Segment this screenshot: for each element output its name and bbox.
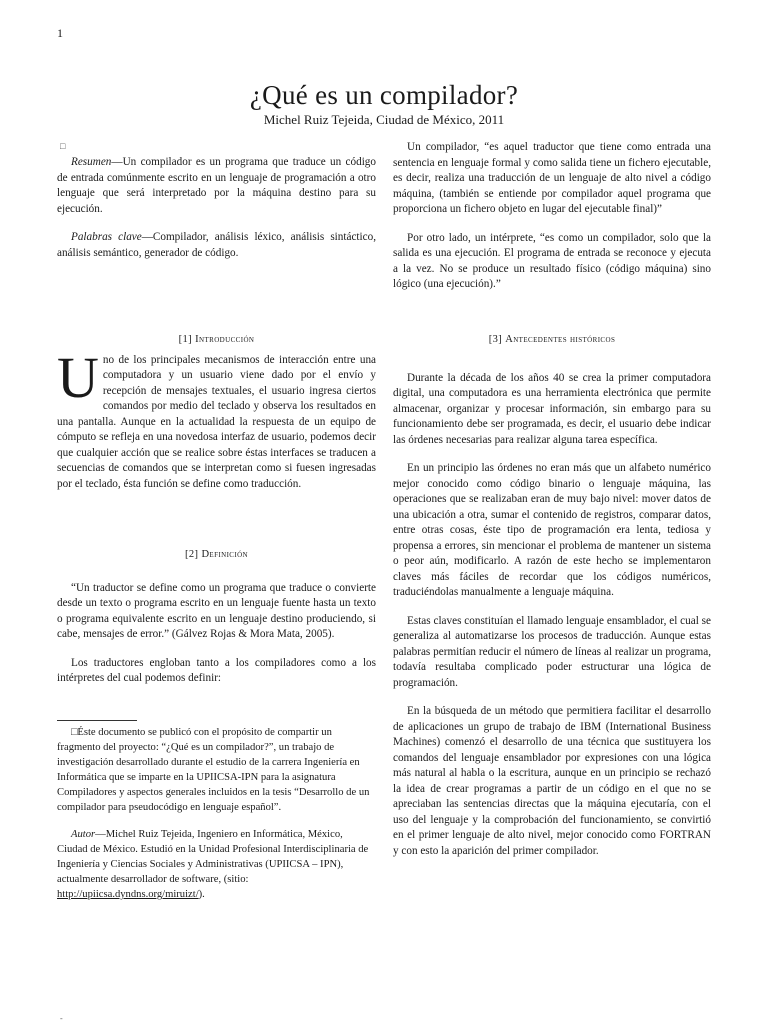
keywords-paragraph xyxy=(57,230,376,261)
definition-section xyxy=(57,547,376,700)
author-site-link[interactable]: http://upiicsa.dyndns.org/miruizt/ xyxy=(57,889,199,900)
introduction-text: no de los principales mecanismos de interacción entre una computadora y un usuario viene dado por el envío y recepción de mensajes textuales, el usuario ingresa ciertos comandos por medio del teclado y observa los resultados en una pantalla. Aunque en la actualidad la respuesta de un equipo de cómputo se refleja en una novedosa interfaz de usuario, podemos decir que cualquier acción que se realice sobre éstas interfaces se traducen a secuencias de comandos que se interpretan como si fuesen ingresadas por el teclado, ésta función se define como traducción. xyxy=(57,353,376,490)
author-line: Michel Ruiz Tejeida, Ciudad de México, 2011 xyxy=(263,112,505,127)
history-heading-text: Antecedentes históricos xyxy=(505,334,616,345)
history-heading xyxy=(393,332,711,348)
history-section xyxy=(393,332,711,872)
page-number: 1 xyxy=(57,26,63,40)
history-paragraph-1: Durante la década de los años 40 se crea la primer computadora digital, una computadora es una herramienta electrónica que permite almacenar, organizar y procesar información, sin embargo para su funcionamiento debe ser programada, es decir, el usuario debe indicar las órdenes necesarias para realizar alguna tarea específica. xyxy=(393,371,711,446)
introduction-heading xyxy=(57,332,376,348)
compiler-definition-paragraph: Un compilador, “es aquel traductor que tiene como entrada una sentencia en lenguaje formal y como salida tiene un fichero ejecutable, es decir, realiza una traducción de un lenguaje de alto nivel a código máquina, (también se entiende por compilador aquel programa que proporciona un fichero objeto en lugar del ejecutable final)” xyxy=(393,141,711,215)
footnote-marker-symbol: □ xyxy=(60,141,66,151)
definition-heading-text: Definición xyxy=(201,549,249,560)
abstract-text: —Un compilador es un programa que traduce un código de entrada comúnmente escrito en un lenguaje de programación a otro lenguaje que será interpretado por la máquina destino para su ejecución. xyxy=(57,156,376,215)
footnote-section xyxy=(57,720,376,915)
introduction-paragraph xyxy=(57,344,376,493)
introduction-section xyxy=(57,332,376,505)
document-title: ¿Qué es un compilador? xyxy=(249,80,519,110)
definition-paragraph-1: “Un traductor se define como un programa que traduce o convierte desde un texto o programa escrito en un lenguaje fuente hasta un texto o programa equivalente escrito en un lenguaje destino produciendo, si cabe, mensajes de error.” (Gálvez Rojas & Mora Mata, 2005). xyxy=(57,581,376,640)
author-text-end: ). xyxy=(198,889,205,900)
history-paragraph-4: En la búsqueda de un método que permitiera facilitar el desarrollo de aplicaciones un grupo de trabajo de IBM (International Business Machines) comenzó el desarrollo de una técnica que sustituyera los comandos del lenguaje ensamblador por expresiones con una lógica más natural al habla o la escritura, aunque en un principio se rechazó la idea de crear programas a partir de un código en el que no se apreciaban las sentencias directas que la máquina ejecutaría, con el uso del lenguaje y la comprobación del funcionamiento, se convirtió en el primer lenguaje de alto nivel, mejor conocido como FORTRAN y con esto la aparición del primer compilador. xyxy=(393,705,711,857)
drop-cap: U xyxy=(57,344,99,410)
bottom-page-marker: - xyxy=(60,1014,63,1023)
author-footnote xyxy=(57,827,376,902)
interpreter-definition-paragraph: Por otro lado, un intérprete, “es como un compilador, solo que la salida es una ejecución. El programa de entrada se reconoce y ejecuta a la vez. No se produce un resultado físico (código máquina) sino lógico (una ejecución).” xyxy=(393,231,711,290)
footnote-paragraph: □Éste documento se publicó con el propósito de compartir un fragmento del proyecto: “¿Qué es un compilador?”, un trabajo de investigación desarrollado durante el estudio de la carrera Ingeniería en Informática que se imparte en la UPIICSA-IPN para la asignatura Compiladores y aspectos generales incluidos en la tesis “Desarrollo de un compilador para pseudocódigo en lenguaje español”. xyxy=(57,727,370,813)
definitions-continued xyxy=(393,140,711,306)
definition-heading xyxy=(57,547,376,563)
history-heading-number: [3] xyxy=(488,334,506,345)
author-label: Autor xyxy=(71,829,96,840)
abstract-paragraph xyxy=(57,155,376,217)
author-text: —Michel Ruiz Tejeida, Ingeniero en Informática, México, Ciudad de México. Estudió en la Unidad Profesional Interdisciplinaria de Ingeniería y Ciencias Sociales y Administrativas (UPIICSA – IPN), actualmente desarrollador de software, (sitio: xyxy=(57,829,369,885)
introduction-heading-number: [1] xyxy=(178,334,196,345)
introduction-heading-text: Introducción xyxy=(195,334,255,345)
abstract-label: Resumen xyxy=(71,156,112,168)
abstract-section xyxy=(57,155,376,274)
footnote-rule xyxy=(57,720,137,721)
history-paragraph-2: En un principio las órdenes no eran más que un alfabeto numérico mejor conocido como código binario o lenguaje máquina, las operaciones que se realizaban eran de muy bajo nivel: mover datos de una ubicación a otra, sumar el contenido de registros, comparar datos, entre otras cosas, éste tipo de programación era lenta, tediosa y propensa a errores, sin mencionar el problema de mantener un sistema o peor aún, modificarlo. A razón de este hecho se implementaron claves más fáciles de recordar que los códigos numéricos, traduciéndolas manualmente a lenguaje máquina. xyxy=(393,462,711,598)
history-paragraph-3: Estas claves constituían el llamado lenguaje ensamblador, el cual se generaliza al automatizarse los procesos de traducción. Aunque estas palabras permitían reducir el número de líneas al realizar un programa, todavía resultaba complicado poder estructurar una lógica de programación. xyxy=(393,614,711,689)
definition-heading-number: [2] xyxy=(184,549,202,560)
definition-paragraph-2: Los traductores engloban tanto a los compiladores como a los intérpretes del cual podemos definir: xyxy=(57,656,376,684)
keywords-label: Palabras clave xyxy=(71,231,142,243)
keywords-text: —Compilador, análisis léxico, análisis sintáctico, análisis semántico, generador de código. xyxy=(57,231,376,259)
